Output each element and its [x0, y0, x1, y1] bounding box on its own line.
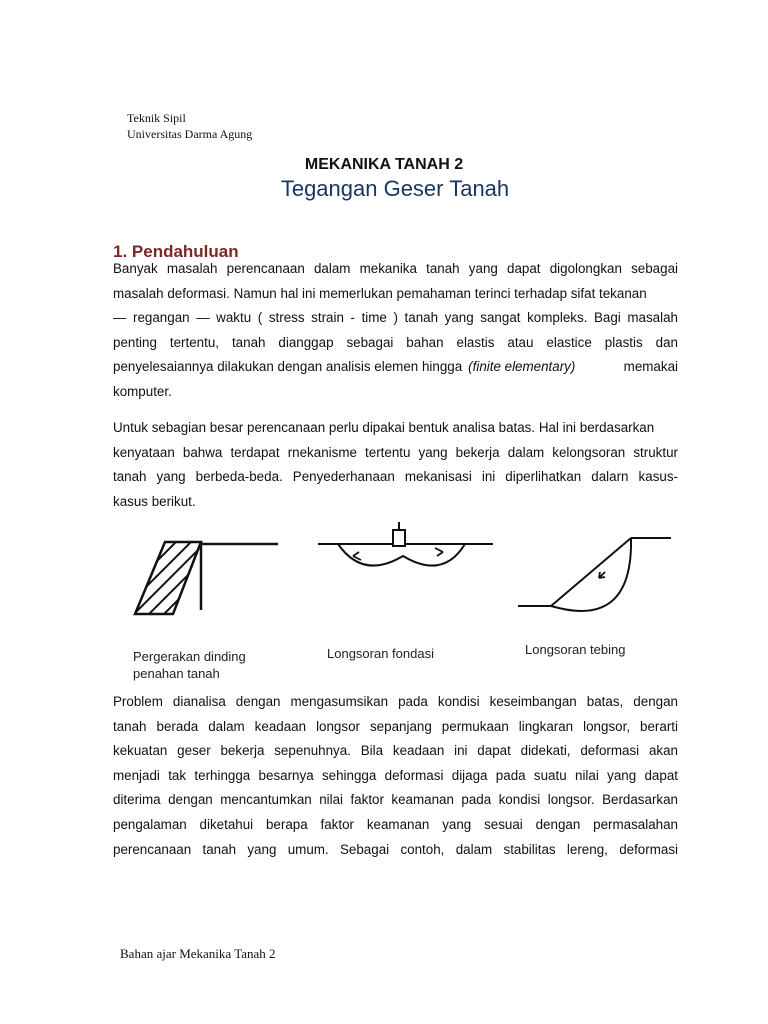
paragraph-line: masalah deformasi. Namun hal ini memerlukan pemahaman terinci terhadap sifat tekanan: [113, 285, 647, 301]
paragraph-line: — regangan — waktu ( stress strain - time ) tanah yang sangat kompleks. Bagi masalah: [113, 310, 678, 326]
department-label: Teknik Sipil: [127, 111, 186, 125]
paragraph-line: kasus berikut.: [113, 493, 196, 509]
slope-face: [551, 538, 631, 606]
caption-retaining-wall: [133, 648, 246, 682]
paragraph-line: komputer.: [113, 383, 172, 399]
failure-mechanisms-figure: [113, 520, 678, 690]
slip-surface: [338, 544, 465, 566]
paragraph-line: Untuk sebagian besar perencanaan perlu dipakai bentuk analisa batas. Hal ini berdasarkan: [113, 420, 655, 435]
paragraph-line: Problem dianalisa dengan mengasumsikan pada kondisi keseimbangan batas, dengan: [113, 694, 678, 709]
caption-slope: Longsoran tebing: [525, 642, 626, 657]
paragraph-limit-equilibrium: [113, 690, 678, 862]
paragraph-line: kenyataan bahwa terdapat rnekanisme tertentu yang bekerja dalam kelongsoran struktur: [113, 444, 678, 460]
paragraph-intro: [113, 257, 678, 405]
document-header: [127, 110, 252, 142]
foundation-failure-sketch: [318, 522, 493, 566]
paragraph-line: diterima dengan mencantumkan nilai faktor keamanan pada kondisi longsor. Berdasarkan: [113, 792, 678, 808]
paragraph-line: pengalaman diketahui berapa faktor keamanan yang sesuai dengan permasalahan: [113, 816, 678, 832]
document-subtitle: Tegangan Geser Tanah: [280, 176, 510, 201]
paragraph-analysis: [113, 416, 678, 514]
paragraph-line: [113, 355, 678, 380]
footing: [393, 530, 405, 546]
caption-foundation: Longsoran fondasi: [327, 646, 434, 661]
line-end-text: memakai: [623, 359, 678, 375]
paragraph-line: penting tertentu, tanah dianggap sebagai bahan elastis atau elastice plastis dan: [113, 334, 678, 350]
caption-line: penahan tanah: [133, 666, 220, 681]
section-heading: 1. Pendahuluan: [113, 242, 239, 261]
slope-failure-sketch: [518, 538, 671, 611]
retaining-wall-sketch: [133, 530, 278, 640]
page-footer: Bahan ajar Mekanika Tanah 2: [120, 946, 276, 961]
paragraph-line: Banyak masalah perencanaan dalam mekanika tanah yang dapat digolongkan sebagai: [113, 261, 678, 276]
paragraph-line: tanah berada dalam keadaan longsor sepanjang permukaan lingkaran longsor, berarti: [113, 718, 678, 734]
line-text: penyelesaiannya dilakukan dengan analisis elemen hingga: [113, 359, 463, 375]
line-italic-text: (finite elementary): [468, 359, 576, 375]
caption-line: Pergerakan dinding: [133, 649, 246, 664]
paragraph-line: tanah yang berbeda-beda. Penyederhanaan mekanisasi ini diperlihatkan dalarn kasus-: [113, 469, 678, 485]
paragraph-line: kekuatan geser bekerja sepenuhnya. Bila keadaan ini dapat didekati, deformasi akan: [113, 743, 678, 759]
document-title: MEKANIKA TANAH 2: [304, 156, 464, 173]
paragraph-line: menjadi tak terhingga besarnya sehingga deformasi dijaga pada suatu nilai yang dapat: [113, 767, 678, 783]
paragraph-line: perencanaan tanah yang umum. Sebagai contoh, dalam stabilitas lereng, deformasi: [113, 841, 678, 857]
university-label: Universitas Darma Agung: [127, 127, 253, 141]
